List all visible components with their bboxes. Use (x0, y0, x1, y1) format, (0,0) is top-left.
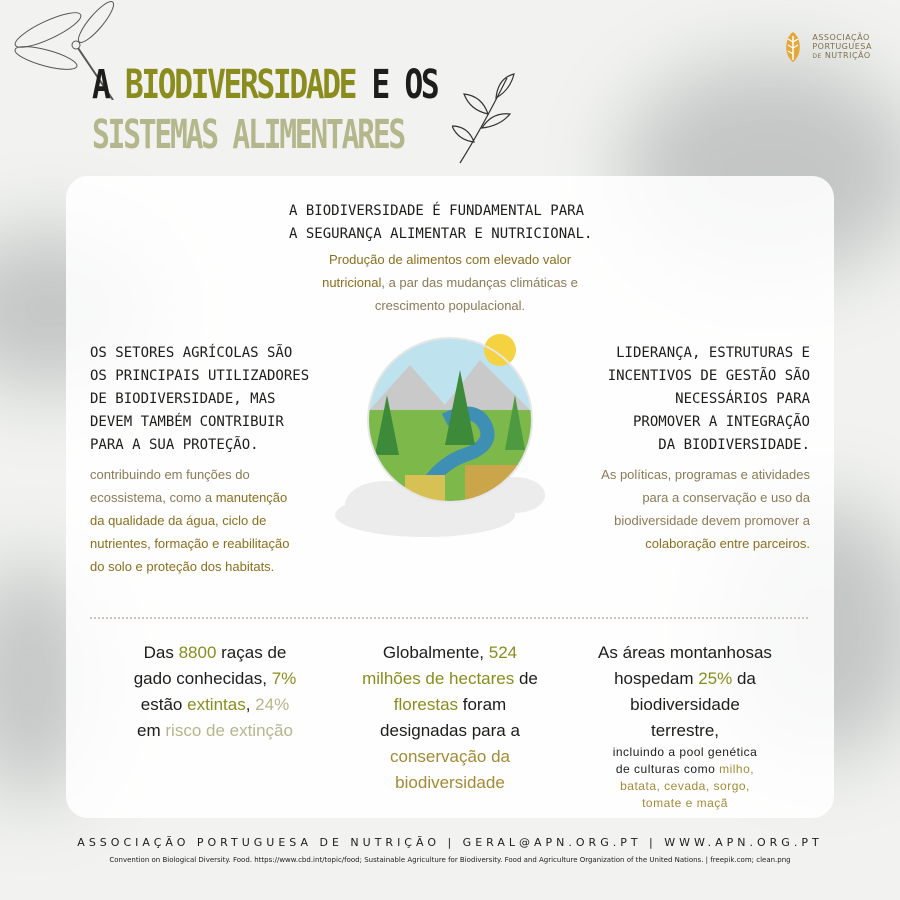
left-heading: OS SETORES AGRÍCOLAS SÃO OS PRINCIPAIS UTILIZADORES DE BIODIVERSIDADE, MAS DEVEM TAMBÉM CONTRIBUIR PARA A SUA PROTEÇÃO. (90, 345, 310, 453)
logo-text-line2: PORTUGUESA (812, 42, 872, 51)
right-subtext: As políticas, programas e atividades para a conservação e uso da biodiversidade devem promover a colaboração entre parceiros. (601, 467, 810, 551)
logo-text-line1: ASSOCIAÇÃO (812, 33, 870, 42)
page-title-line2: SISTEMAS ALIMENTARES (92, 112, 405, 158)
logo-text-line3: DE NUTRIÇÃO (812, 51, 871, 60)
section-divider (90, 617, 808, 619)
footer-references: Convention on Biological Diversity. Food. https://www.cbd.int/topic/food; Sustainable Agriculture for Biodiversity. Food and Agriculture Organization of the United Nations. | freepik.com; clean.png (109, 856, 791, 864)
wheat-logo-icon (780, 30, 806, 64)
stat-mountains: As áreas montanhosas hospedam 25% da biodiversidade terrestre, incluindo a pool genética de culturas como milho, batata, cevada, sorgo, tomate e maçã (598, 643, 772, 810)
footer-contacts: ASSOCIAÇÃO PORTUGUESA DE NUTRIÇÃO | GERAL@APN.ORG.PT | WWW.APN.ORG.PT (77, 836, 823, 849)
intro-heading: A BIODIVERSIDADE É FUNDAMENTAL PARA A SEGURANÇA ALIMENTAR E NUTRICIONAL. (289, 203, 593, 242)
left-subtext: contribuindo em funções do ecossistema, como a manutenção da qualidade da água, ciclo de nutrientes, formação e reabilitação do solo e proteção dos habitats. (90, 467, 290, 574)
page-title-line1: A BIODIVERSIDADE E OS (92, 62, 438, 108)
sun-icon (484, 334, 516, 366)
stat-livestock: Das 8800 raças de gado conhecidas, 7% estão extintas, 24% em risco de extinção (133, 643, 297, 740)
ecosystem-globe-illustration (315, 325, 555, 550)
intro-subtext: Produção de alimentos com elevado valor nutricional, a par das mudanças climáticas e crescimento populacional. (322, 252, 578, 313)
leaf-sprig-illustration (452, 68, 522, 168)
stat-forests: Globalmente, 524 milhões de hectares de florestas foram designadas para a conservação da biodiversidade (362, 643, 538, 792)
apn-logo (780, 30, 872, 64)
right-heading: LIDERANÇA, ESTRUTURAS E INCENTIVOS DE GESTÃO SÃO NECESSÁRIOS PARA PROMOVER A INTEGRAÇÃO DA BIODIVERSIDADE. (607, 345, 810, 453)
